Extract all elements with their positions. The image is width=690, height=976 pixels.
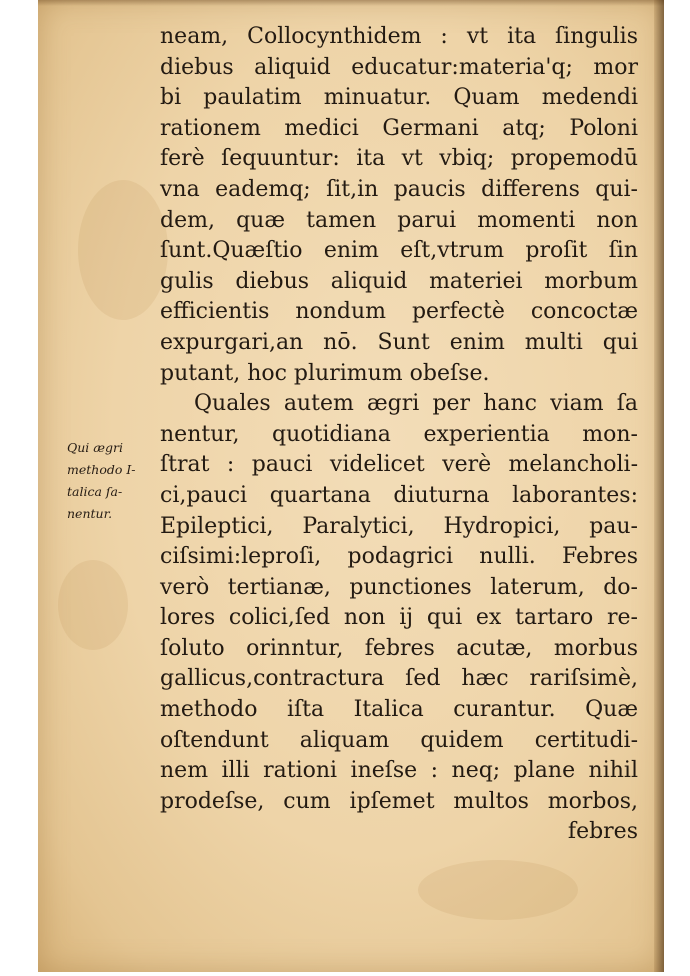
text-line: gallicus,contractura ſed hæc rariſsimè, (160, 666, 638, 692)
text-line: lores colici,ſed non ij qui ex tartaro re- (160, 605, 638, 631)
margin-note-line: methodo I- (67, 462, 136, 477)
text-line: Quales autem ægri per hanc viam ſa (194, 391, 638, 417)
text-line: vna eademq; ſit,in paucis differens qui- (160, 176, 638, 202)
page-top-shadow (38, 0, 664, 6)
text-line: ci,pauci quartana diuturna laborantes: (160, 482, 638, 508)
text-line: oſtendunt aliquam quidem certitudi- (160, 727, 638, 753)
paper-stain (58, 560, 128, 650)
body-text (160, 22, 638, 848)
text-line: ſunt.Quæſtio enim eſt,vtrum proſit ſin (160, 238, 638, 264)
paper-stain (418, 860, 578, 920)
text-line: putant, hoc plurimum obeſse. (160, 360, 490, 386)
text-line: rationem medici Germani atq; Poloni (160, 115, 638, 141)
text-line: neam, Collocynthidem : vt ita ſingulis (160, 24, 638, 49)
text-line: bi paulatim minuatur. Quam medendi (160, 85, 638, 111)
text-line: ferè ſequuntur: ita vt vbiq; propemodū (160, 146, 638, 172)
text-line: ciſsimi:leproſi, podagrici nulli. Febres (160, 544, 638, 570)
text-line: verò tertianæ, punctiones laterum, do- (160, 574, 638, 600)
catchword: febres (567, 819, 638, 845)
text-line: nentur, quotidiana experientia mon- (160, 421, 638, 447)
margin-note-line: Qui ægri (67, 440, 123, 455)
paper-stain (78, 180, 168, 320)
text-line: efficientis nondum perfectè concoctæ (160, 299, 638, 325)
text-line: diebus aliquid educatur:materia'q; mor (160, 54, 638, 80)
margin-note (67, 437, 157, 525)
text-line: methodo iſta Italica curantur. Quæ (160, 697, 638, 723)
margin-note-line: nentur. (67, 506, 113, 521)
text-line: Epileptici, Paralytici, Hydropici, pau- (160, 513, 638, 539)
text-line: gulis diebus aliquid materiei morbum (160, 268, 638, 294)
text-line: ſoluto orinntur, febres acutæ, morbus (160, 635, 638, 661)
text-line: ſtrat : pauci videlicet verè melancholi- (160, 452, 638, 478)
text-line: nem illi rationi ineſse : neq; plane nihil (160, 758, 638, 784)
text-line: dem, quæ tamen parui momenti non (160, 207, 638, 233)
margin-note-line: talica ſa- (67, 484, 123, 499)
text-line: expurgari,an nō. Sunt enim multi qui (160, 329, 638, 355)
text-line: prodeſse, cum ipſemet multos morbos, (160, 788, 638, 814)
page-gutter-shadow (654, 0, 664, 972)
